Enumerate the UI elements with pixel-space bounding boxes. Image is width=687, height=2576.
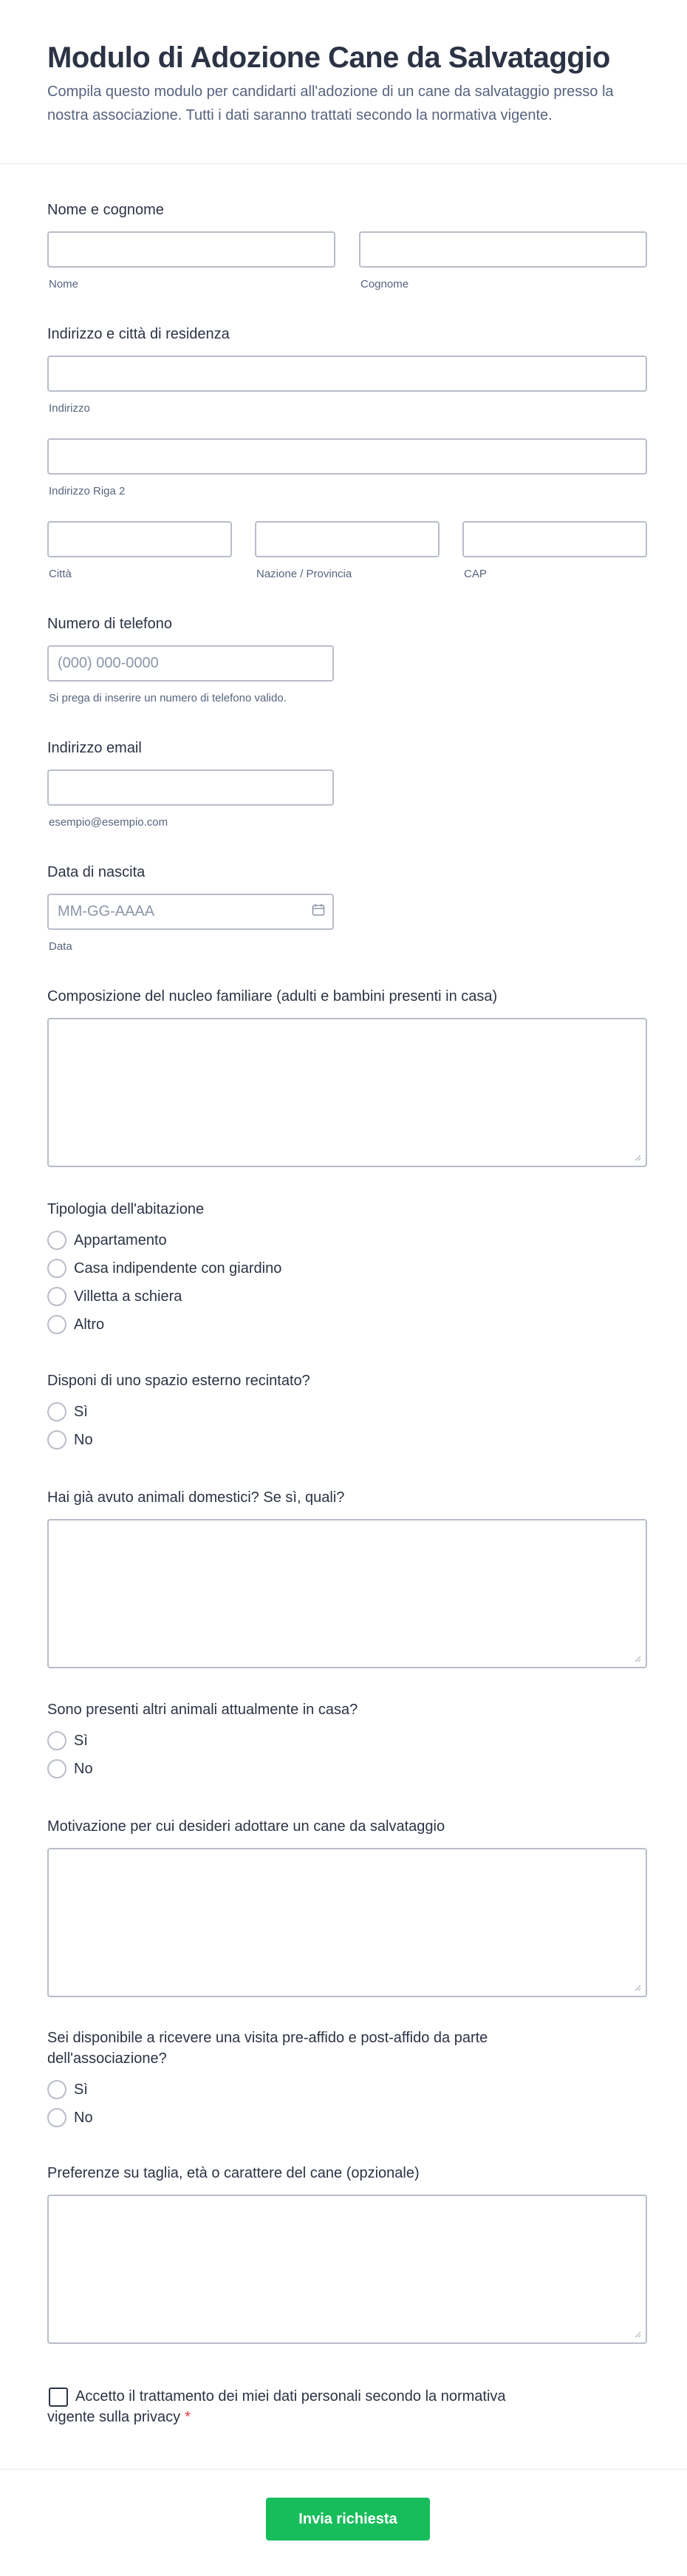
consent-field (47, 2386, 647, 2430)
phone-sublabel: Si prega di inserire un numero di telefono valido. (49, 692, 287, 704)
email-sublabel: esempio@esempio.com (49, 816, 168, 829)
first-name-sublabel: Nome (49, 278, 79, 290)
form-header (0, 0, 687, 164)
zip-sublabel: CAP (464, 568, 487, 580)
household-field (47, 986, 647, 1171)
email-input[interactable] (47, 769, 334, 806)
housing-field (47, 1199, 647, 1332)
motivation-field (47, 1816, 647, 2001)
form-subtitle: Compila questo modulo per candidarti all'adozione di un cane da salvataggio presso la nostra associazione. Tutti i dati saranno trattati secondo la normativa vigente. (47, 84, 614, 123)
yard-field (47, 1370, 647, 1452)
radio-button[interactable] (47, 1731, 66, 1750)
consent-label: Accetto il trattamento dei miei dati personali secondo la normativa vigente sulla privacy (47, 2388, 506, 2425)
calendar-icon[interactable] (312, 903, 325, 917)
radio-button[interactable] (47, 1287, 66, 1306)
current-pets-label: Sono presenti altri animali attualmente in casa? (47, 1702, 358, 1718)
last-name-sublabel: Cognome (360, 278, 409, 290)
preferences-textarea[interactable] (47, 2195, 647, 2344)
visit-label: Sei disponibile a ricevere una visita pre-affido e post-affido da parte dell'associazione? (47, 2030, 488, 2067)
resize-grip-icon[interactable] (634, 2331, 641, 2338)
address-field (47, 324, 647, 582)
radio-button[interactable] (47, 1759, 66, 1778)
motivation-label: Motivazione per cui desideri adottare un cane da salvataggio (47, 1818, 445, 1835)
name-field (47, 200, 647, 296)
yard-label: Disponi di uno spazio esterno recintato? (47, 1373, 310, 1389)
housing-option[interactable]: Altro (47, 1314, 104, 1335)
radio-button[interactable] (47, 1402, 66, 1421)
radio-button[interactable] (47, 2108, 66, 2127)
birthdate-label: Data di nascita (47, 864, 146, 880)
birthdate-input[interactable] (47, 894, 334, 930)
phone-label: Numero di telefono (47, 616, 172, 632)
past-pets-label: Hai già avuto animali domestici? Se sì, quali? (47, 1489, 345, 1506)
birthdate-field (47, 862, 647, 958)
address-line1-sublabel: Indirizzo (49, 402, 90, 415)
name-label: Nome e cognome (47, 202, 164, 218)
current-pets-option[interactable]: No (47, 1758, 93, 1779)
address-label: Indirizzo e città di residenza (47, 326, 230, 342)
phone-input[interactable] (47, 645, 334, 682)
resize-grip-icon[interactable] (634, 1154, 641, 1161)
email-label: Indirizzo email (47, 740, 142, 756)
household-textarea[interactable] (47, 1018, 647, 1167)
phone-field (47, 614, 647, 710)
past-pets-field (47, 1487, 647, 1672)
radio-button[interactable] (47, 1315, 66, 1334)
state-sublabel: Nazione / Provincia (256, 568, 352, 580)
address-line2-input[interactable] (47, 438, 647, 475)
first-name-input[interactable] (47, 231, 335, 268)
radio-button[interactable] (47, 1259, 66, 1278)
preferences-label: Preferenze su taglia, età o carattere del cane (opzionale) (47, 2165, 420, 2181)
household-label: Composizione del nucleo familiare (adulti e bambini presenti in casa) (47, 988, 498, 1005)
birthdate-sublabel: Data (49, 940, 72, 953)
form-footer (0, 2469, 687, 2576)
resize-grip-icon[interactable] (634, 1655, 641, 1662)
current-pets-field (47, 1699, 647, 1781)
visit-option[interactable]: No (47, 2107, 93, 2128)
visit-option[interactable]: Sì (47, 2079, 88, 2100)
yard-option[interactable]: Sì (47, 1401, 88, 1422)
address-line2-sublabel: Indirizzo Riga 2 (49, 485, 126, 497)
submit-button[interactable]: Invia richiesta (266, 2498, 430, 2541)
yard-option[interactable]: No (47, 1430, 93, 1450)
housing-option[interactable]: Appartamento (47, 1230, 167, 1251)
housing-option[interactable]: Villetta a schiera (47, 1286, 182, 1307)
housing-option[interactable]: Casa indipendente con giardino (47, 1258, 281, 1279)
city-input[interactable] (47, 521, 232, 557)
email-field (47, 738, 647, 834)
radio-button[interactable] (47, 1231, 66, 1250)
motivation-textarea[interactable] (47, 1848, 647, 1997)
address-line1-input[interactable] (47, 356, 647, 392)
radio-button[interactable] (47, 2080, 66, 2099)
current-pets-option[interactable]: Sì (47, 1730, 88, 1751)
resize-grip-icon[interactable] (634, 1984, 641, 1991)
form-title: Modulo di Adozione Cane da Salvataggio (47, 41, 610, 74)
visit-field (47, 2028, 647, 2131)
zip-input[interactable] (462, 521, 647, 557)
birthdate-wrapper (47, 894, 334, 930)
state-input[interactable] (255, 521, 440, 557)
consent-text (47, 2386, 557, 2427)
last-name-input[interactable] (359, 231, 647, 268)
past-pets-textarea[interactable] (47, 1519, 647, 1668)
preferences-field (47, 2163, 647, 2348)
city-sublabel: Città (49, 568, 72, 580)
housing-label: Tipologia dell'abitazione (47, 1201, 205, 1217)
required-asterisk: * (185, 2409, 191, 2425)
radio-button[interactable] (47, 1430, 66, 1450)
